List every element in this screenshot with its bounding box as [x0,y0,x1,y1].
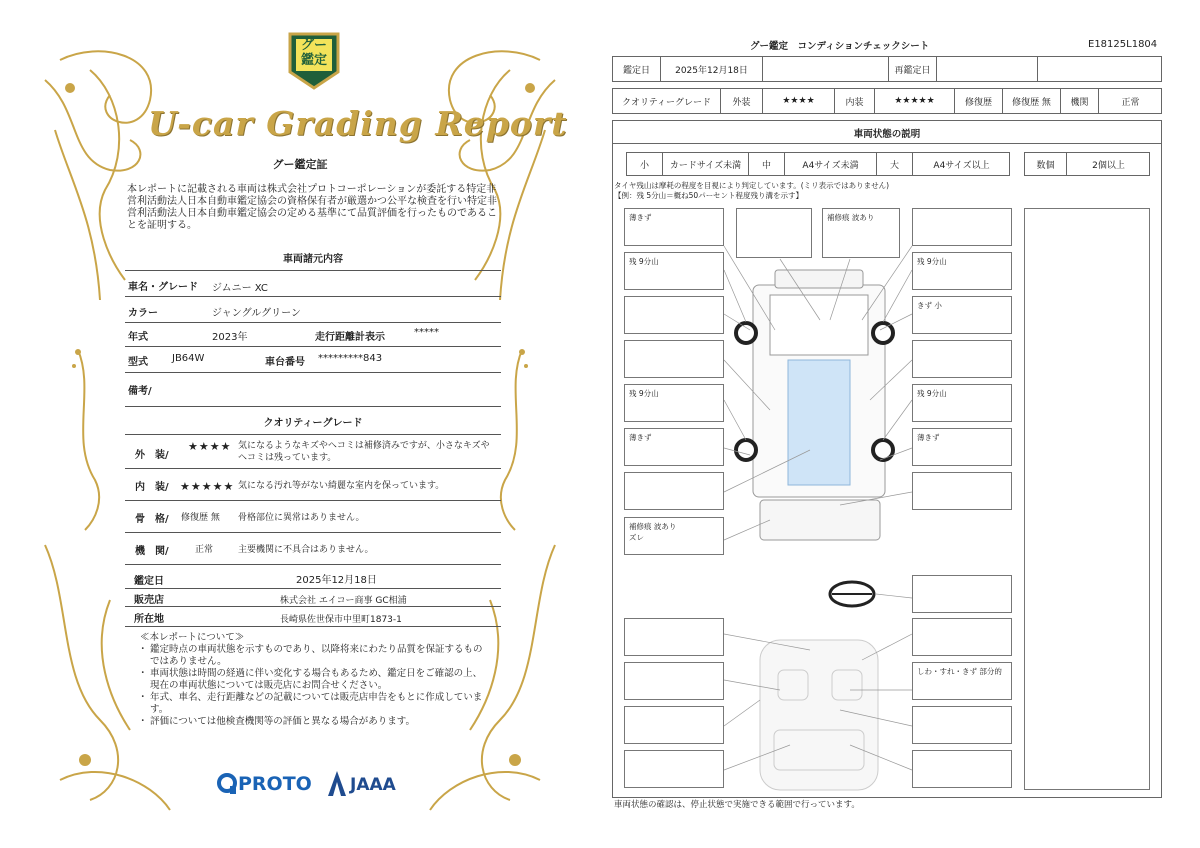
interior-box [912,575,1012,613]
size-large-label: 大 [877,153,913,175]
damage-box [736,208,812,258]
chassis-label: 車台番号 [265,357,305,368]
interior-box [912,750,1012,788]
count-label: 数個 [1025,153,1067,175]
exterior-text: 気になるようなキズやヘコミは補修済みですが、小さなキズやヘコミは残っています。 [238,441,490,463]
damage-box-left-front: 薄きず [624,208,724,246]
appraisal-date-label: 鑑定日 [613,57,661,81]
car-name-label: 車名・グレード [128,282,198,293]
notes-column [1024,208,1150,790]
sheet-id: E18125L1804 [1088,39,1158,50]
tire-box-left-front: 残 9分山 [624,252,724,290]
repair-label: 修復歴 [955,89,1003,113]
exterior-stars: ★★★★ [188,440,232,453]
interior-box [624,706,724,744]
note-item: ・ 鑑定時点の車両状態を示すものであり、以降将来にわたり品質を保証するものではありません。 [140,644,490,668]
car-name-value: ジムニー XC [212,283,268,294]
remarks-label: 備考/ [128,386,152,397]
tire-box-right-front: 残 9分山 [912,252,1012,290]
size-small-text: カードサイズ未満 [663,153,749,175]
exterior-stars: ★★★★ [763,89,835,113]
size-small-label: 小 [627,153,663,175]
note-item: ・ 評価については他検査機関等の評価と異なる場合があります。 [140,716,490,728]
notes-title: ≪本レポートについて≫ [140,632,245,643]
color-label: カラー [128,308,158,319]
mileage-value: ***** [414,327,439,338]
interior-box [624,750,724,788]
dealer-value: 株式会社 エイコー商事 GC相浦 [280,596,407,606]
report-brand-title: U-car Grading Report [148,104,568,143]
damage-box-right-front: きず 小 [912,296,1012,334]
proto-logo-text: PROTO [238,773,312,795]
size-medium-text: A4サイズ未満 [785,153,877,175]
condition-check-sheet [600,0,1200,848]
interior-box [912,618,1012,656]
tire-box-left-rear: 残 9分山 [624,384,724,422]
appraisal-date-value: 2025年12月18日 [661,57,763,81]
engine-value: 正常 [1121,97,1140,108]
interior-box-note: しわ・すれ・きず 部分的 [912,662,1012,700]
damage-box [912,208,1012,246]
engine-label: 機関 [1061,89,1099,113]
frame-label: 骨 格/ [135,514,169,525]
tire-box-right-rear: 残 9分山 [912,384,1012,422]
damage-box [624,340,724,378]
engine-value: 正常 [195,545,214,555]
appraisal-date-value: 2025年12月18日 [296,575,377,586]
quality-section-title: クオリティーグレード [263,418,363,429]
footer-note: 車両状態の確認は、停止状態で実施できる範囲で行っています。 [614,800,860,810]
appraisal-date-label: 鑑定日 [134,576,164,587]
frame-value: 修復歴 無 [181,513,220,523]
sheet-title: グー鑑定 コンディションチェックシート [750,41,930,52]
model-label: 型式 [128,357,148,368]
year-label: 年式 [128,332,148,343]
interior-label: 内 装/ [135,482,169,493]
model-value: JB64W [172,353,205,364]
damage-box-left-rear: 薄きず [624,428,724,466]
interior-box [624,618,724,656]
address-value: 長崎県佐世保市中里町1873-1 [280,615,402,625]
spec-section-title: 車両諸元内容 [283,254,343,265]
damage-box-top: 補修痕 波あり [822,208,900,258]
engine-label: 機 関/ [135,546,169,557]
quality-grade-label: クオリティーグレード [613,89,721,113]
damage-box [624,296,724,334]
mileage-label: 走行距離計表示 [315,332,385,343]
note-item: ・ 年式、車名、走行距離などの記載については販売店申告をもとに作成しています。 [140,692,490,716]
damage-box-rear: 補修痕 波あり ズレ [624,517,724,555]
engine-text: 主要機関に不具合はありません。 [238,545,374,555]
tire-example-note: 【例：残 5分山＝概ね50パーセント程度残り溝を示す】 [614,191,804,200]
damage-box [912,340,1012,378]
interior-box [912,706,1012,744]
damage-box-right-rear: 薄きず [912,428,1012,466]
address-label: 所在地 [134,614,164,625]
report-notes [140,632,490,728]
dealer-label: 販売店 [134,595,164,606]
size-medium-label: 中 [749,153,785,175]
interior-box [624,662,724,700]
jaaa-logo-icon [327,770,347,798]
frame-text: 骨格部位に異常はありません。 [238,513,365,523]
size-large-text: A4サイズ以上 [933,160,990,171]
exterior-label: 外装 [721,89,763,113]
exterior-label: 外 装/ [135,450,169,461]
condition-title: 車両状態の説明 [853,129,921,140]
jaaa-logo-text: JAAA [350,775,396,795]
note-item: ・ 車両状態は時間の経過に伴い変化する場合もあるため、鑑定日をご確認の上、現在の車両状態については販売店にお問合せください。 [140,668,490,692]
interior-stars: ★★★★★ [180,480,235,493]
color-value: ジャングルグリーン [212,308,301,319]
count-text: 2個以上 [1092,160,1125,171]
interior-stars: ★★★★★ [875,89,955,113]
badge-text: グー 鑑定 [300,38,327,68]
interior-text: 気になる汚れ等がない綺麗な室内を保っています。 [238,481,445,491]
proto-logo-icon [216,772,238,796]
reappraisal-label: 再鑑定日 [889,57,937,81]
interior-label: 内装 [835,89,875,113]
tire-note: タイヤ残山は摩耗の程度を目視により判定しています。(ミリ表示ではありません) [614,181,890,190]
damage-box [624,472,724,510]
year-value: 2023年 [212,332,248,343]
certificate-intro: 本レポートに記載される車両は株式会社プロトコーポレーションが委託する特定非営利活動法人日本自動車鑑定協会の資格保有者が厳選かつ公平な検査を行い特定非営利活動法人日本自動車鑑定協会の定める基準にて品質評価を行ったものであることを証明する。 [127,184,497,231]
damage-box [912,472,1012,510]
chassis-value: *********843 [318,353,383,364]
certificate-title: グー鑑定証 [272,158,328,171]
repair-value: 修復歴 無 [1003,89,1061,113]
